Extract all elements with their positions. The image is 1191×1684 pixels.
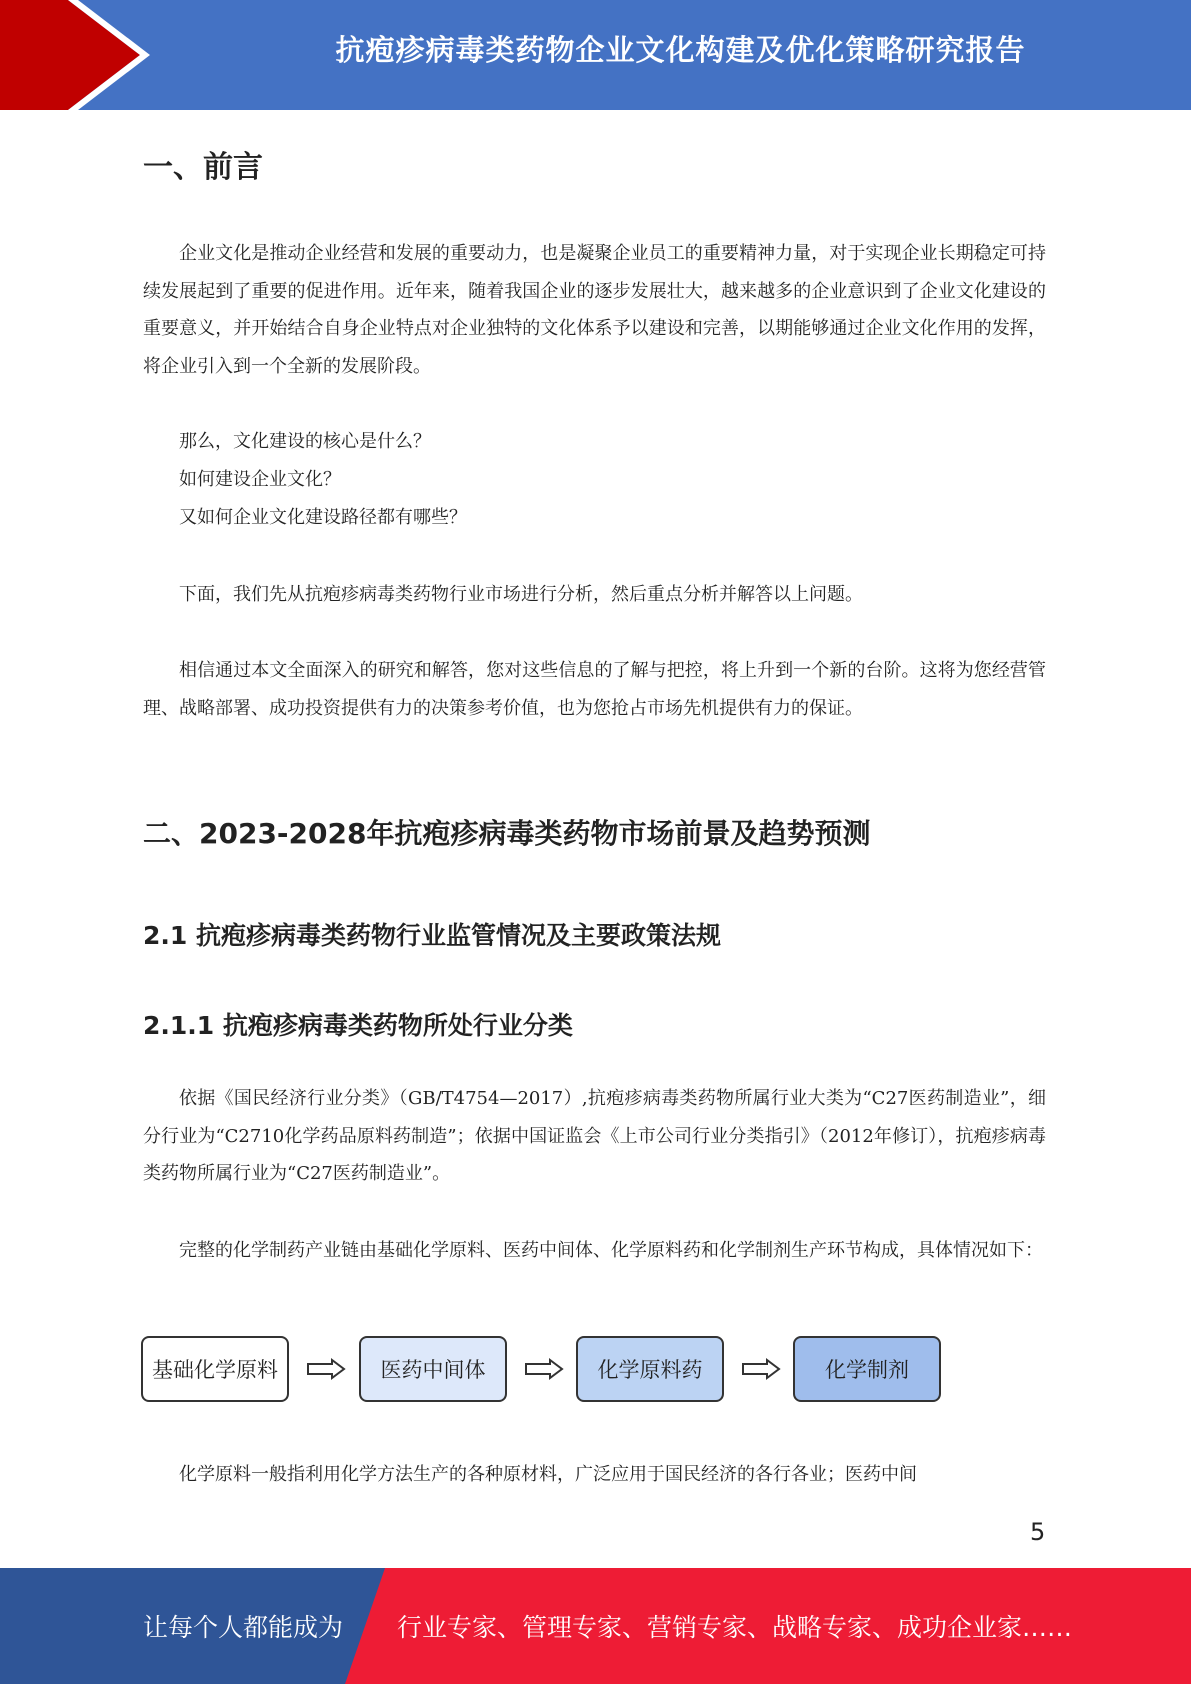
chain-step-formulations: 化学制剂 [793,1336,941,1402]
arrow-right-icon [524,1358,564,1380]
industry-chain-diagram [141,1336,961,1406]
paragraph: 依据《国民经济行业分类》（GB/T4754—2017）,抗疱疹病毒类药物所属行业大类为“C27医药制造业”，细分行业为“C2710化学药品原料药制造”；依据中国证监会《上市公司行业分类指引》（2012年修订），抗疱疹病毒类药物所属行业为“C27医药制造业”。 [143,1088,1046,1184]
chain-step-api: 化学原料药 [576,1336,724,1402]
page-number: 5 [1030,1518,1046,1546]
arrow-right-icon [741,1358,781,1380]
paragraph: 相信通过本文全面深入的研究和解答，您对这些信息的了解与把控，将上升到一个新的台阶。这将为您经营管理、战略部署、成功投资提供有力的决策参考价值，也为您抢占市场先机提供有力的保证。 [143,660,1046,719]
paragraph: 下面，我们先从抗疱疹病毒类药物行业市场进行分析，然后重点分析并解答以上问题。 [179,584,863,605]
question-line: 那么，文化建设的核心是什么？ [179,431,431,452]
red-chevron-decoration [0,0,160,110]
report-title: 抗疱疹病毒类药物企业文化构建及优化策略研究报告 [335,33,1026,67]
chain-step-basic-chemicals: 基础化学原料 [141,1336,289,1402]
page-footer [0,1568,1191,1684]
question-line: 如何建设企业文化？ [179,469,341,490]
paragraph: 企业文化是推动企业经营和发展的重要动力，也是凝聚企业员工的重要精神力量，对于实现企业长期稳定可持续发展起到了重要的促进作用。近年来，随着我国企业的逐步发展壮大，越来越多的企业意识到了企业文化建设的重要意义，并开始结合自身企业特点对企业独特的文化体系予以建设和完善，以期能够通过企业文化作用的发挥，将企业引入到一个全新的发展阶段。 [143,243,1046,377]
paragraph: 化学原料一般指利用化学方法生产的各种原材料，广泛应用于国民经济的各行各业；医药中间 [179,1464,917,1485]
chain-step-intermediates: 医药中间体 [359,1336,507,1402]
section-heading-market: 二、2023-2028年抗疱疹病毒类药物市场前景及趋势预测 [143,817,871,850]
arrow-right-icon [306,1358,346,1380]
footer-slogan-left: 让每个人都能成为 [143,1613,344,1642]
section-heading-preface: 一、前言 [143,150,263,185]
question-line: 又如何企业文化建设路径都有哪些？ [179,507,467,528]
footer-slogan-right: 行业专家、管理专家、营销专家、战略专家、成功企业家…… [397,1613,1073,1642]
subsubsection-heading: 2.1.1 抗疱疹病毒类药物所处行业分类 [143,1011,573,1040]
subsection-heading: 2.1 抗疱疹病毒类药物行业监管情况及主要政策法规 [143,921,721,950]
page-header [0,0,1191,110]
paragraph: 完整的化学制药产业链由基础化学原料、医药中间体、化学原料药和化学制剂生产环节构成，具体情况如下： [179,1240,1043,1261]
